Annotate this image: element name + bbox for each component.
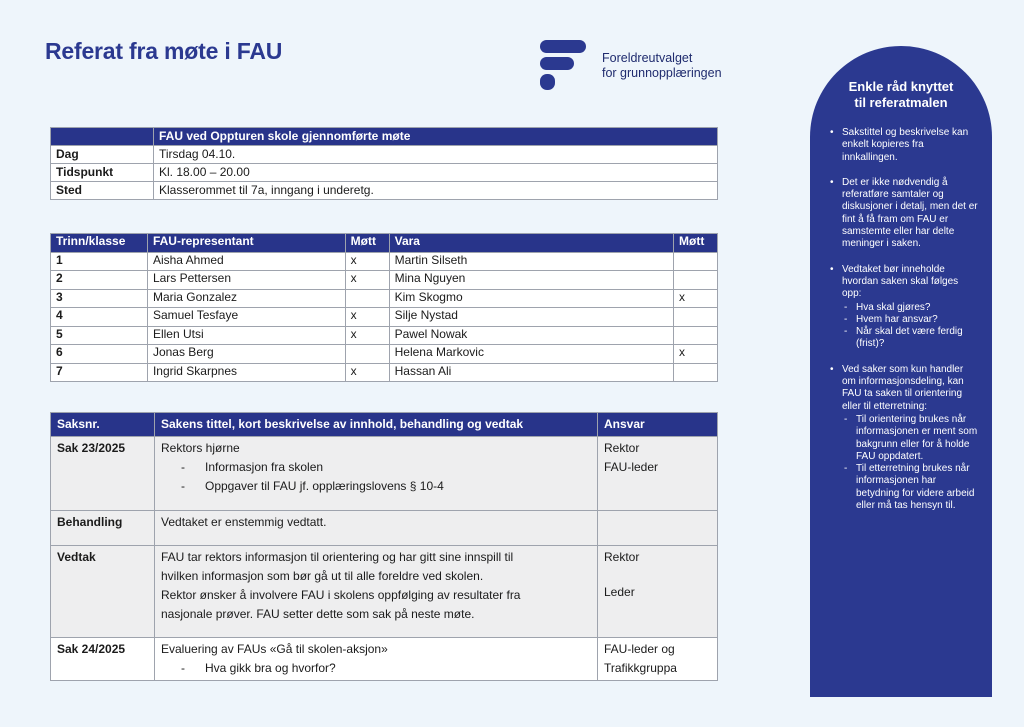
table-row [51, 289, 718, 308]
vedtak-line: Rektor ønsker å involvere FAU i skolens oppfølging av resultater fra [161, 588, 521, 602]
trinn-cell: 2 [51, 271, 148, 290]
vara-met-cell [674, 363, 718, 382]
case-title: Rektors hjørne [161, 441, 240, 455]
table-row [51, 308, 718, 327]
meeting-table [50, 127, 718, 200]
case-item: Hva gikk bra og hvorfor? [205, 661, 336, 675]
sidebar-title-line: til referatmalen [854, 95, 948, 110]
ansvar: FAU-leder og [604, 642, 675, 656]
rep-met-cell: x [345, 326, 389, 345]
meeting-label: Dag [51, 146, 154, 164]
table-row [51, 437, 718, 511]
tip-subitem: - Hva skal gjøres? [842, 302, 978, 314]
tip-text: Ved saker som kun handler om informasjonsdeling, kan FAU ta saken til orientering eller til etterretning: [842, 363, 964, 412]
rep-met-cell [345, 345, 389, 364]
case-item: Oppgaver til FAU jf. opplæringslovens § 10-4 [205, 479, 444, 493]
table-row [51, 164, 718, 182]
vara-cell: Helena Markovic [389, 345, 673, 364]
table-row [51, 345, 718, 364]
case-number: Sak 23/2025 [51, 437, 155, 511]
col-header: Sakens tittel, kort beskrivelse av innhold, behandling og vedtak [155, 413, 598, 437]
meeting-header: FAU ved Oppturen skole gjennomførte møte [154, 128, 718, 146]
meeting-value: Kl. 18.00 – 20.00 [154, 164, 718, 182]
rep-cell: Lars Pettersen [147, 271, 345, 290]
trinn-cell: 6 [51, 345, 148, 364]
rep-cell: Ellen Utsi [147, 326, 345, 345]
logo [540, 40, 722, 92]
vara-cell: Silje Nystad [389, 308, 673, 327]
sidebar-title-line: Enkle råd knyttet [848, 79, 954, 94]
cases-table [50, 412, 718, 681]
case-title: Evaluering av FAUs «Gå til skolen-aksjon» [161, 642, 388, 656]
ansvar: Rektor [604, 441, 640, 455]
vedtak-line: hvilken informasjon som bør gå ut til alle foreldre ved skolen. [161, 569, 484, 583]
table-row [51, 326, 718, 345]
meeting-label: Sted [51, 182, 154, 200]
rep-cell: Jonas Berg [147, 345, 345, 364]
rep-met-cell: x [345, 252, 389, 271]
vara-met-cell [674, 252, 718, 271]
trinn-cell: 4 [51, 308, 148, 327]
vara-cell: Martin Silseth [389, 252, 673, 271]
ansvar: Trafikkgruppa [604, 661, 677, 675]
vedtak-label: Vedtak [51, 546, 155, 638]
case-number: Sak 24/2025 [51, 638, 155, 681]
vara-met-cell: x [674, 345, 718, 364]
meeting-value: Klasserommet til 7a, inngang i underetg. [154, 182, 718, 200]
rep-met-cell [345, 289, 389, 308]
vara-met-cell [674, 326, 718, 345]
vara-met-cell [674, 308, 718, 327]
tip-text: Sakstittel og beskrivelse kan enkelt kopieres fra innkallingen. [842, 127, 969, 163]
rep-cell: Aisha Ahmed [147, 252, 345, 271]
fug-logo-icon [540, 40, 588, 92]
rep-cell: Ingrid Skarpnes [147, 363, 345, 382]
col-header: Ansvar [598, 413, 718, 437]
vedtak-line: FAU tar rektors informasjon til orientering og har gitt sine innspill til [161, 550, 514, 564]
table-row [51, 363, 718, 382]
bullet-dash: - [181, 661, 185, 675]
tip-item [830, 364, 978, 513]
trinn-cell: 3 [51, 289, 148, 308]
table-row [51, 511, 718, 546]
rep-cell: Maria Gonzalez [147, 289, 345, 308]
tip-text: Det er ikke nødvendig å referatføre samtaler og diskusjoner i detalj, men det er fint å få fram om FAU er samstemte eller har delte meninger i saken. [842, 176, 978, 250]
logo-line-2: for grunnopplæringen [602, 66, 722, 80]
tip-item [830, 127, 978, 164]
tip-subitem: - Når skal det være ferdig (frist)? [842, 326, 978, 351]
ansvar: Leder [604, 585, 635, 599]
logo-line-1: Foreldreutvalget [602, 51, 693, 65]
meeting-label: Tidspunkt [51, 164, 154, 182]
tip-item [830, 264, 978, 351]
col-header: Saksnr. [51, 413, 155, 437]
col-header: Møtt [674, 234, 718, 253]
ansvar: Rektor [604, 550, 640, 564]
trinn-cell: 7 [51, 363, 148, 382]
trinn-cell: 5 [51, 326, 148, 345]
tip-subitem: - Hvem har ansvar? [842, 314, 978, 326]
tip-text: Vedtaket bør inneholde hvordan saken skal følges opp: [842, 263, 959, 300]
table-row [51, 146, 718, 164]
vara-cell: Kim Skogmo [389, 289, 673, 308]
table-row [51, 252, 718, 271]
vara-cell: Pawel Nowak [389, 326, 673, 345]
page-title: Referat fra møte i FAU [45, 38, 283, 64]
rep-met-cell: x [345, 363, 389, 382]
vara-met-cell [674, 271, 718, 290]
tips-list [830, 127, 978, 512]
vara-met-cell: x [674, 289, 718, 308]
case-item: Informasjon fra skolen [205, 460, 324, 474]
tip-item [830, 177, 978, 251]
tips-sidebar [810, 46, 992, 697]
col-header: FAU-representant [147, 234, 345, 253]
representatives-table [50, 233, 718, 382]
vara-cell: Hassan Ali [389, 363, 673, 382]
col-header: Trinn/klasse [51, 234, 148, 253]
bullet-dash: - [181, 479, 185, 493]
table-row [51, 182, 718, 200]
ansvar: FAU-leder [604, 460, 659, 474]
trinn-cell: 1 [51, 252, 148, 271]
sidebar-title [810, 79, 992, 111]
rep-cell: Samuel Tesfaye [147, 308, 345, 327]
col-header: Vara [389, 234, 673, 253]
table-row [51, 546, 718, 638]
bullet-dash: - [181, 460, 185, 474]
behandling-text: Vedtaket er enstemmig vedtatt. [155, 511, 598, 546]
behandling-label: Behandling [51, 511, 155, 546]
rep-met-cell: x [345, 271, 389, 290]
col-header: Møtt [345, 234, 389, 253]
vara-cell: Mina Nguyen [389, 271, 673, 290]
tip-subitem: - Til orientering brukes når informasjonen er ment som bakgrunn eller for å holde FAU oppdatert. [842, 414, 978, 463]
table-row [51, 271, 718, 290]
rep-met-cell: x [345, 308, 389, 327]
meeting-value: Tirsdag 04.10. [154, 146, 718, 164]
table-row [51, 638, 718, 681]
tip-subitem: - Til etterretning brukes når informasjonen har betydning for videre arbeid eller må tas hensyn til. [842, 463, 978, 512]
vedtak-line: nasjonale prøver. FAU setter dette som sak på neste møte. [161, 607, 475, 621]
